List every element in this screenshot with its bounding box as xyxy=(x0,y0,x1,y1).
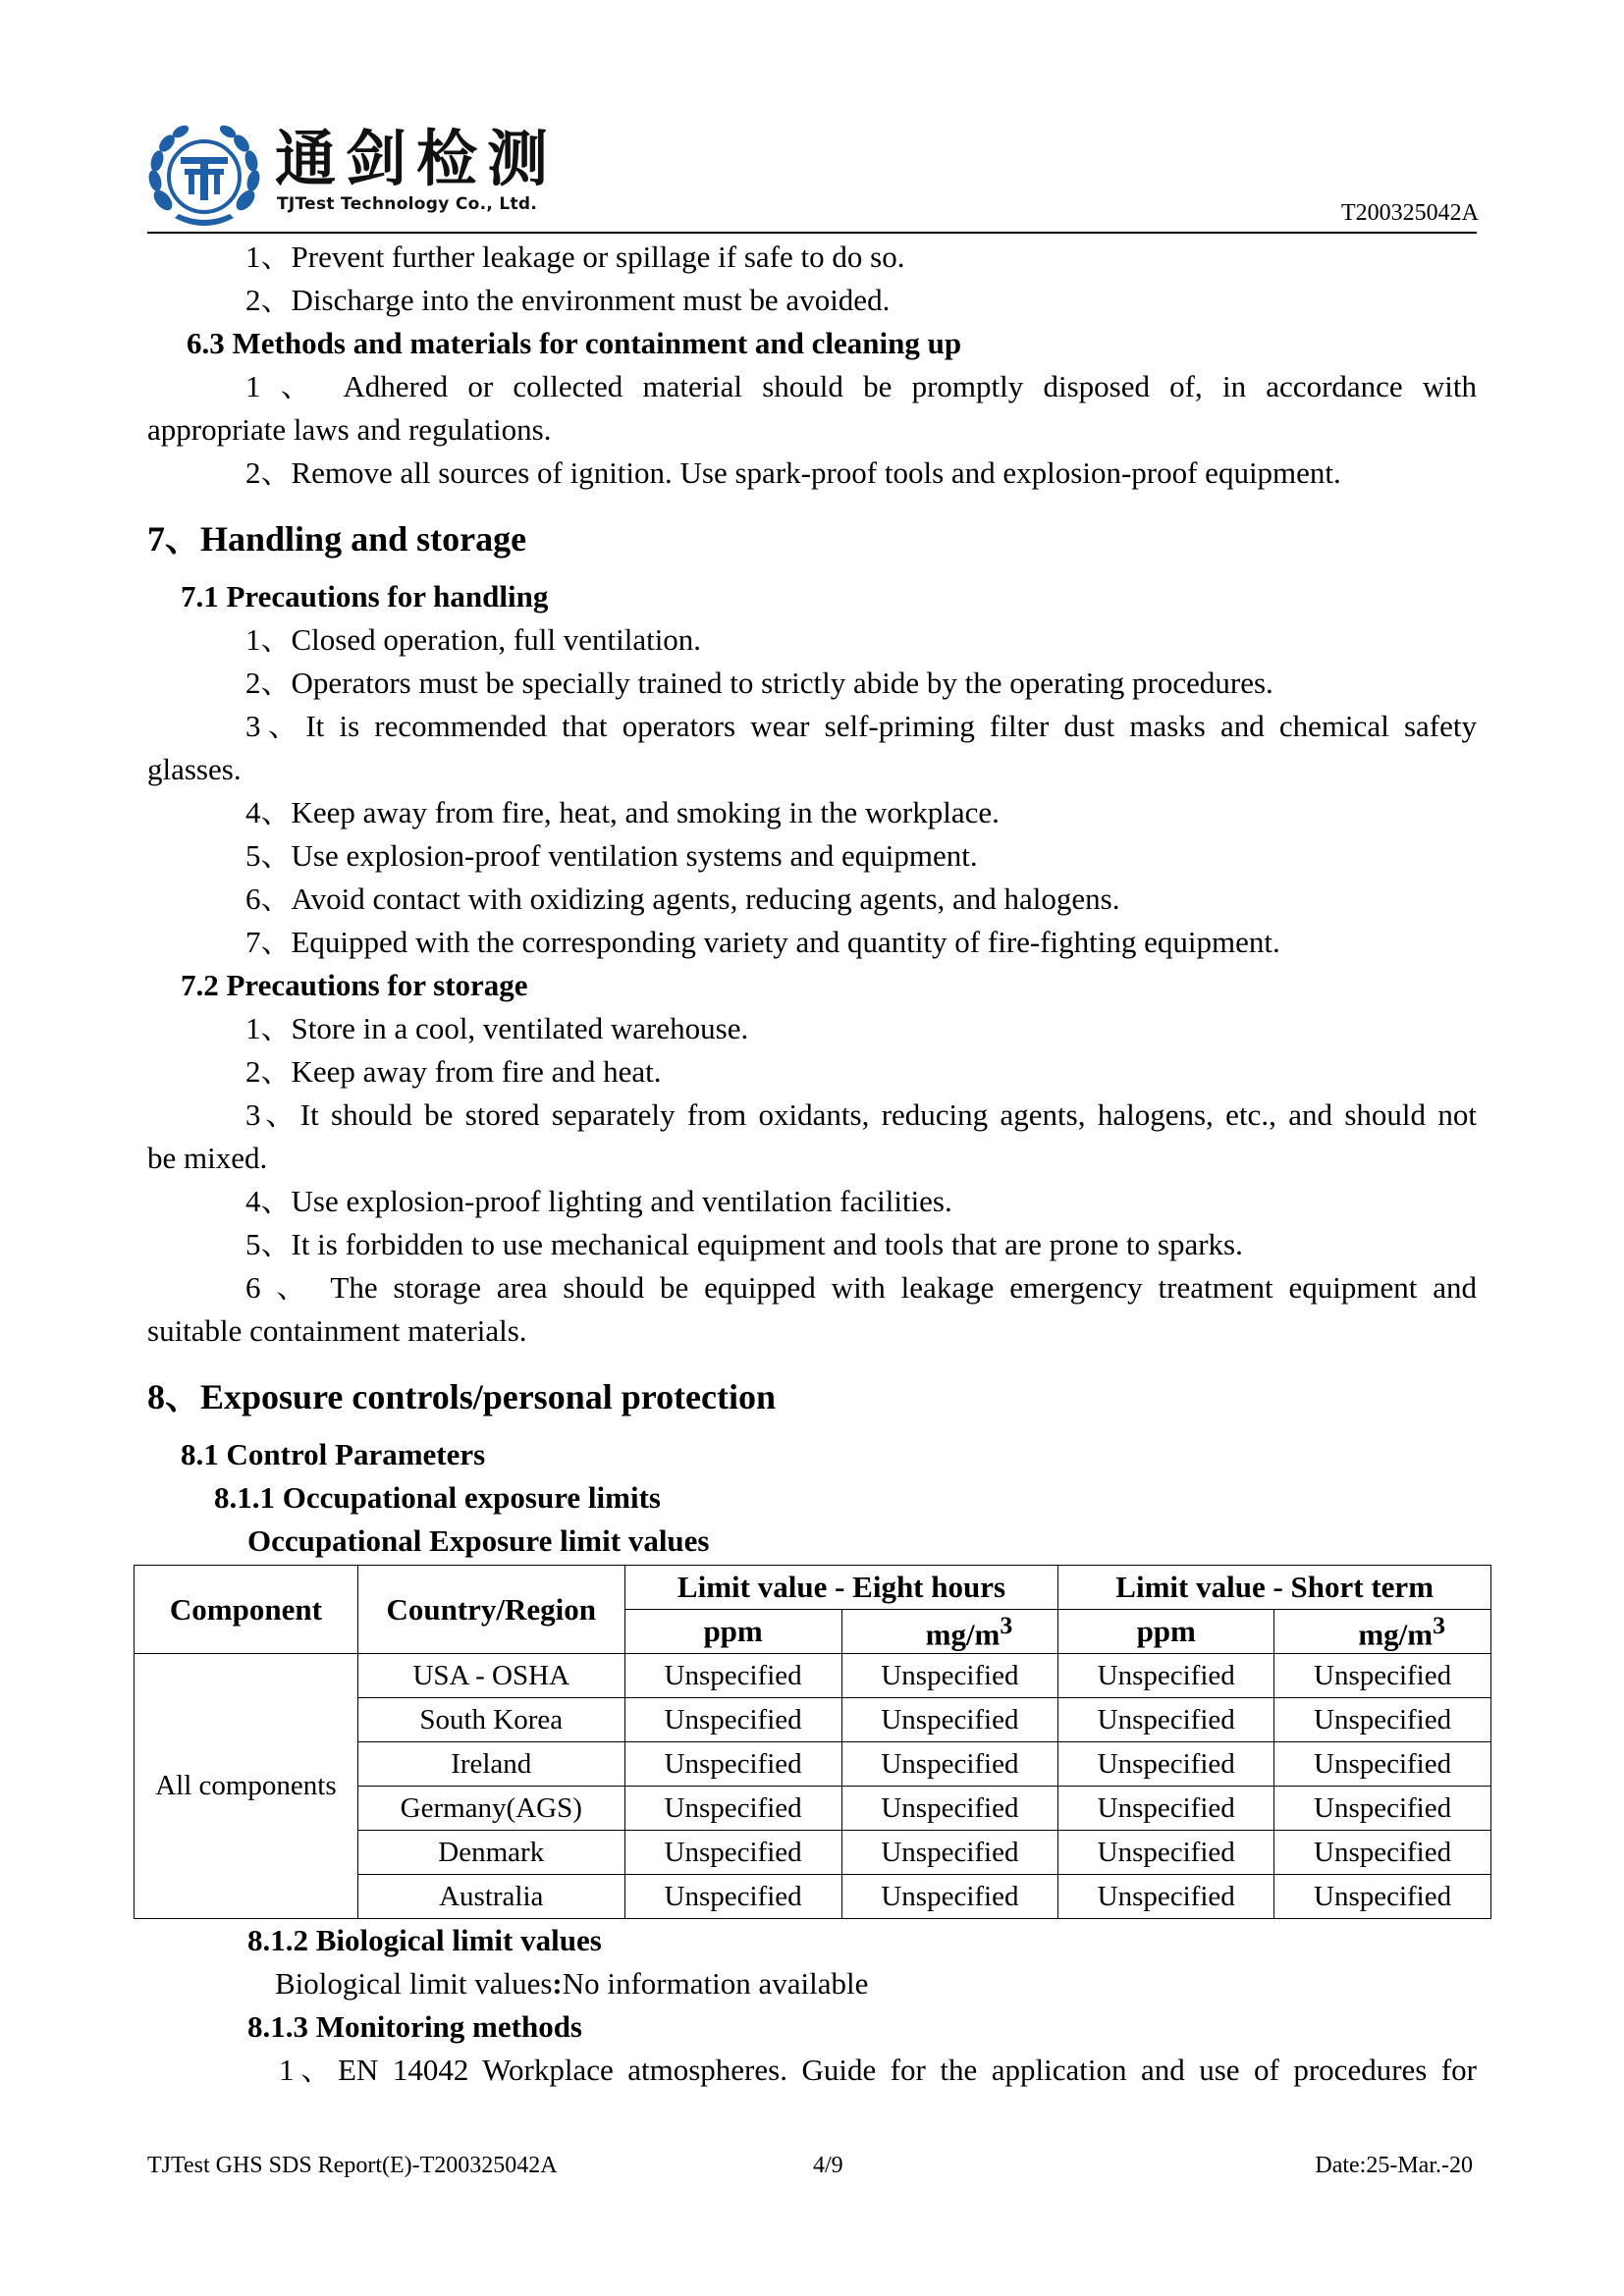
value-cell: Unspecified xyxy=(624,1654,841,1698)
value-cell: Unspecified xyxy=(841,1831,1058,1875)
sec6-item-2: 2、Discharge into the environment must be avoided. xyxy=(245,283,891,317)
value-cell: Unspecified xyxy=(841,1654,1058,1698)
handling-item-6: 6、Avoid contact with oxidizing agents, reducing agents, and halogens. xyxy=(245,881,1120,916)
value-cell: Unspecified xyxy=(1274,1742,1491,1787)
value-cell: Unspecified xyxy=(1058,1654,1274,1698)
sec6-item-1: 1、Prevent further leakage or spillage if safe to do so. xyxy=(245,240,905,274)
value-cell: Unspecified xyxy=(624,1698,841,1742)
laurel-emblem-icon xyxy=(145,120,263,236)
unit-mg-short xyxy=(1274,1610,1491,1654)
unit-mg-text: mg/m xyxy=(925,1617,1001,1652)
sec6-3-item-2: 2、Remove all sources of ignition. Use spark-proof tools and explosion-proof equipment. xyxy=(245,455,1341,490)
logo-english-name: TJTest Technology Co., Ltd. xyxy=(277,194,538,214)
subsection-7-2-heading: 7.2 Precautions for storage xyxy=(181,968,528,1002)
biological-limit-line xyxy=(147,1962,1477,2005)
document-id: T200325042A xyxy=(1341,200,1479,226)
bio-value: No information available xyxy=(562,1966,869,2001)
exposure-limits-table xyxy=(134,1565,1491,1919)
footer-report-name: TJTest GHS SDS Report(E)-T200325042A xyxy=(147,2153,558,2178)
value-cell: Unspecified xyxy=(1058,1698,1274,1742)
handling-item-7: 7、Equipped with the corresponding variety and quantity of fire-fighting equipment. xyxy=(245,925,1280,959)
value-cell: Unspecified xyxy=(1274,1875,1491,1919)
handling-item-3-cont: glasses. xyxy=(147,752,242,786)
unit-superscript: 3 xyxy=(1433,1610,1445,1639)
company-logo xyxy=(145,120,577,236)
value-cell: Unspecified xyxy=(841,1875,1058,1919)
unit-mg-text: mg/m xyxy=(1358,1617,1434,1652)
footer-page-number: 4/9 xyxy=(813,2153,843,2178)
value-cell: Unspecified xyxy=(841,1698,1058,1742)
section-8-heading: 8、Exposure controls/personal protection xyxy=(147,1377,777,1416)
col-header-country: Country/Region xyxy=(357,1566,624,1654)
storage-item-4: 4、Use explosion-proof lighting and ventilation facilities. xyxy=(245,1184,952,1218)
handling-item-4: 4、Keep away from fire, heat, and smoking in the workplace. xyxy=(245,795,1000,829)
value-cell: Unspecified xyxy=(1058,1875,1274,1919)
section-7-heading: 7、Handling and storage xyxy=(147,519,527,559)
value-cell: Unspecified xyxy=(1274,1698,1491,1742)
storage-item-6-cont: suitable containment materials. xyxy=(147,1313,527,1348)
col-header-short-term: Limit value - Short term xyxy=(1058,1566,1491,1610)
unit-ppm-short: ppm xyxy=(1058,1610,1274,1654)
storage-item-3-cont: be mixed. xyxy=(147,1141,268,1175)
bio-label: Biological limit values xyxy=(275,1966,553,2001)
storage-item-6: 6 、 The storage area should be equipped with leakage emergency treatment equipment and xyxy=(245,1270,1477,1305)
unit-mg-8h xyxy=(841,1610,1058,1654)
unit-ppm-8h: ppm xyxy=(624,1610,841,1654)
logo-chinese-name: 通剑检测 xyxy=(275,123,559,194)
value-cell: Unspecified xyxy=(1058,1787,1274,1831)
country-cell: Germany(AGS) xyxy=(357,1787,624,1831)
storage-item-3: 3、It should be stored separately from oxidants, reducing agents, halogens, etc., and should not xyxy=(245,1097,1477,1132)
subsection-7-1-heading: 7.1 Precautions for handling xyxy=(181,579,549,614)
country-cell: Australia xyxy=(357,1875,624,1919)
col-header-eight-hours: Limit value - Eight hours xyxy=(624,1566,1058,1610)
storage-item-2: 2、Keep away from fire and heat. xyxy=(245,1054,662,1089)
handling-item-2: 2、Operators must be specially trained to strictly abide by the operating procedures. xyxy=(245,666,1273,700)
sec6-3-item-1-cont: appropriate laws and regulations. xyxy=(147,412,552,447)
subsection-8-1-1-heading: 8.1.1 Occupational exposure limits xyxy=(214,1480,661,1515)
country-cell: Denmark xyxy=(357,1831,624,1875)
table-row xyxy=(135,1654,1491,1698)
handling-item-5: 5、Use explosion-proof ventilation systems and equipment. xyxy=(245,838,978,873)
subsection-8-1-3-heading: 8.1.3 Monitoring methods xyxy=(247,2009,582,2044)
value-cell: Unspecified xyxy=(1058,1831,1274,1875)
subsection-8-1-2-heading: 8.1.2 Biological limit values xyxy=(247,1923,602,1957)
value-cell: Unspecified xyxy=(624,1875,841,1919)
bio-colon: : xyxy=(552,1966,563,2001)
subsection-8-1-heading: 8.1 Control Parameters xyxy=(181,1437,486,1471)
value-cell: Unspecified xyxy=(1274,1787,1491,1831)
value-cell: Unspecified xyxy=(624,1831,841,1875)
handling-item-1: 1、Closed operation, full ventilation. xyxy=(245,622,702,657)
col-header-component: Component xyxy=(135,1566,358,1654)
country-cell: Ireland xyxy=(357,1742,624,1787)
country-cell: South Korea xyxy=(357,1698,624,1742)
monitoring-item-1: 1、EN 14042 Workplace atmospheres. Guide for the application and use of procedures for xyxy=(279,2053,1477,2087)
component-cell: All components xyxy=(135,1654,358,1919)
handling-item-3: 3、It is recommended that operators wear self-priming filter dust masks and chemical safety xyxy=(245,709,1477,743)
value-cell: Unspecified xyxy=(624,1742,841,1787)
storage-item-5: 5、It is forbidden to use mechanical equipment and tools that are prone to sparks. xyxy=(245,1227,1243,1261)
value-cell: Unspecified xyxy=(1058,1742,1274,1787)
country-cell: USA - OSHA xyxy=(357,1654,624,1698)
value-cell: Unspecified xyxy=(1274,1654,1491,1698)
subsection-6-3-heading: 6.3 Methods and materials for containment and cleaning up xyxy=(187,326,962,360)
value-cell: Unspecified xyxy=(841,1787,1058,1831)
header-divider xyxy=(147,232,1477,234)
storage-item-1: 1、Store in a cool, ventilated warehouse. xyxy=(245,1011,749,1045)
value-cell: Unspecified xyxy=(841,1742,1058,1787)
sec6-3-item-1: 1 、 Adhered or collected material should be promptly disposed of, in accordance with xyxy=(245,369,1477,403)
footer-date: Date:25-Mar.-20 xyxy=(1315,2153,1473,2178)
document-body xyxy=(147,236,1477,2092)
value-cell: Unspecified xyxy=(624,1787,841,1831)
value-cell: Unspecified xyxy=(1274,1831,1491,1875)
unit-superscript: 3 xyxy=(1000,1610,1013,1639)
table-title: Occupational Exposure limit values xyxy=(247,1523,710,1558)
